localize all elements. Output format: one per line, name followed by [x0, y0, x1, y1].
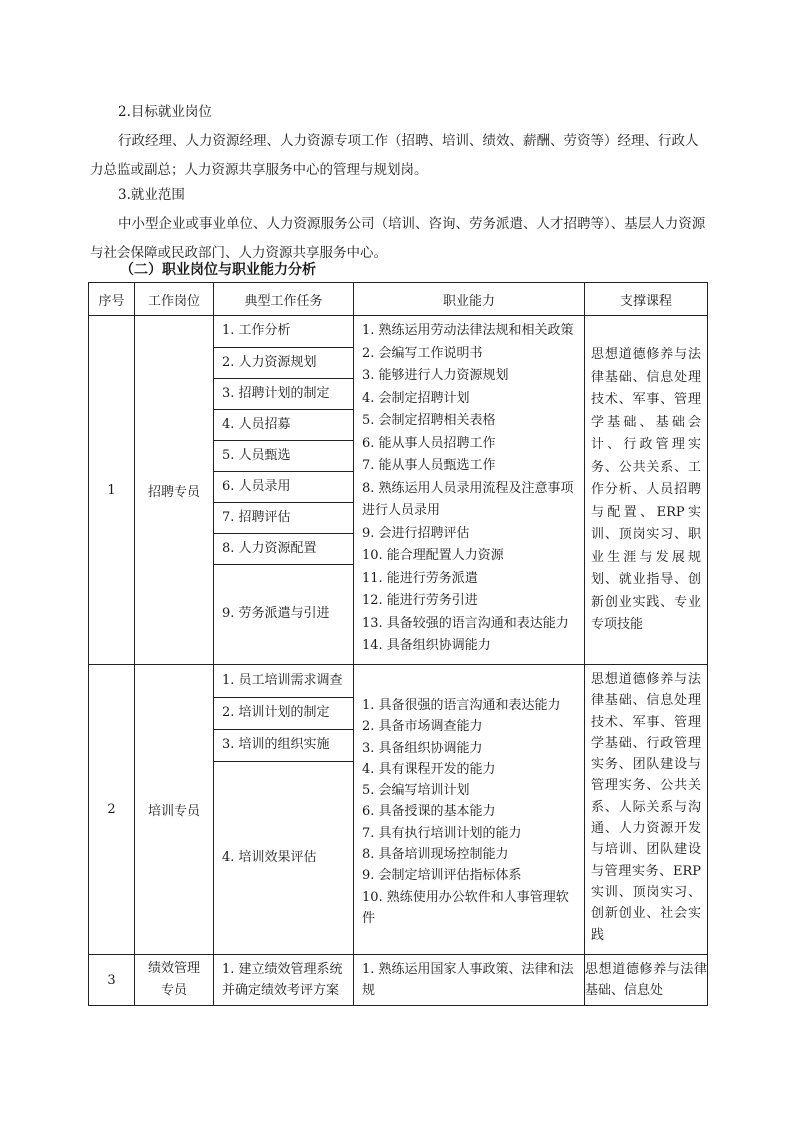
row-seq: 1 — [89, 316, 135, 665]
task-item: 2. 人力资源规划 — [214, 347, 353, 378]
task-item: 8. 人力资源配置 — [214, 533, 353, 564]
header-course: 支撑课程 — [585, 283, 708, 316]
ability-item: 6. 具备授课的基本能力 — [362, 804, 496, 820]
table-heading: （二）职业岗位与职业能力分析 — [120, 262, 316, 278]
ability-item: 7. 能从事人员甄选工作 — [362, 458, 496, 473]
row-courses: 思想道德修养与法律基础、信息处 — [585, 955, 708, 1006]
row-abilities — [354, 316, 585, 665]
task-item: 4. 培训效果评估 — [222, 849, 317, 865]
ability-item: 3. 能够进行人力资源规划 — [362, 368, 509, 383]
task-item: 3. 招聘计划的制定 — [214, 378, 353, 409]
ability-item: 9. 会进行招聘评估 — [362, 525, 470, 541]
table-row — [89, 955, 708, 1006]
header-post: 工作岗位 — [135, 283, 214, 316]
ability-item: 14. 具备组织协调能力 — [362, 638, 491, 653]
ability-item: 1. 熟练运用劳动法律法规和相关政策 — [362, 323, 574, 338]
ability-item: 10. 熟练使用办公软件和人事管理软件 — [362, 889, 569, 926]
ability-item: 9. 会制定培训评估指标体系 — [362, 868, 522, 884]
section3-body: 中小型企业或事业单位、人力资源服务公司（培训、咨询、劳务派遣、人才招聘等）、基层人力资源与社会保障或民政部门、人力资源共享服务中心。 — [90, 216, 706, 261]
table-row — [89, 316, 708, 665]
ability-item: 12. 能进行劳务引进 — [362, 593, 478, 608]
ability-item: 11. 能进行劳务派遣 — [362, 570, 478, 586]
task-list — [214, 665, 353, 954]
ability-item: 7. 具有执行培训计划的能力 — [362, 825, 522, 841]
task-item: 1. 员工培训需求调查 — [214, 665, 353, 697]
table-row — [89, 665, 708, 955]
ability-item: 8. 具备培训现场控制能力 — [362, 847, 509, 863]
row-abilities — [354, 665, 585, 955]
row-courses — [585, 665, 708, 955]
task-item: 3. 培训的组织实施 — [214, 729, 353, 761]
ability-item: 2. 具备市场调查能力 — [362, 719, 483, 735]
course-text: 思想道德修养与法律基础、信息处理技术、军事、管理学基础、行政管理实务、团队建设与管理实务、公共关系、人际关系与沟通、人力资源开发与培训、团队建设与管理实务、ERP实训、顶岗实习、创新创业、社会实践 — [591, 672, 701, 943]
task-item: 7. 招聘评估 — [214, 502, 353, 533]
task-list — [214, 316, 353, 663]
ability-item: 5. 会制定招聘相关表格 — [362, 413, 496, 428]
task-item: 1. 工作分析 — [214, 316, 353, 347]
ability-item: 2. 会编写工作说明书 — [362, 345, 483, 361]
ability-item: 4. 具有课程开发的能力 — [362, 761, 496, 777]
section2-title: 2.目标就业岗位 — [118, 104, 212, 120]
header-task: 典型工作任务 — [214, 283, 354, 316]
ability-item: 13. 具备较强的语言沟通和表达能力 — [362, 615, 569, 631]
ability-item: 1. 具备很强的语言沟通和表达能力 — [362, 698, 561, 713]
course-text: 思想道德修养与法律基础、信息处理技术、军事、管理学基础、基础会计、行政管理实务、公共关系、工作分析、人员招聘与配置、ERP实训、顶岗实习、职业生涯与发展规划、就业指导、创新创业实践、专业专项技能 — [591, 347, 701, 632]
task-item: 9. 劳务派遣与引进 — [222, 605, 330, 621]
section3-title: 3.就业范围 — [118, 187, 185, 203]
header-ability: 职业能力 — [354, 283, 585, 316]
row-seq: 2 — [89, 665, 135, 955]
row-tasks — [214, 665, 354, 955]
row-seq: 3 — [89, 955, 135, 1006]
row-abilities: 1. 熟练运用国家人事政策、法律和法规 — [354, 955, 585, 1006]
task-item: 4. 人员招募 — [214, 409, 353, 440]
ability-item: 4. 会制定招聘计划 — [362, 390, 470, 406]
ability-item: 6. 能从事人员招聘工作 — [362, 435, 496, 451]
task-item: 2. 培训计划的制定 — [214, 697, 353, 729]
ability-item: 5. 会编写培训计划 — [362, 783, 470, 799]
row-post: 绩效管理专员 — [135, 955, 214, 1006]
job-ability-table — [88, 282, 708, 1006]
header-seq: 序号 — [89, 283, 135, 316]
task-item: 5. 人员甄选 — [214, 440, 353, 471]
row-tasks — [214, 316, 354, 665]
ability-item: 8. 熟练运用人员录用流程及注意事项进行人员录用 — [362, 480, 574, 518]
row-courses — [585, 316, 708, 665]
row-tasks: 1. 建立绩效管理系统并确定绩效考评方案 — [214, 955, 354, 1006]
section2-body: 行政经理、人力资源经理、人力资源专项工作（招聘、培训、绩效、薪酬、劳资等）经理、行政人力总监或副总；人力资源共享服务中心的管理与规划岗。 — [90, 133, 699, 178]
ability-item: 10. 能合理配置人力资源 — [362, 548, 504, 563]
task-item: 6. 人员录用 — [214, 471, 353, 502]
table-header-row — [89, 283, 708, 316]
row-post: 招聘专员 — [135, 316, 214, 665]
row-post: 培训专员 — [135, 665, 214, 955]
ability-item: 3. 具备组织协调能力 — [362, 740, 483, 756]
